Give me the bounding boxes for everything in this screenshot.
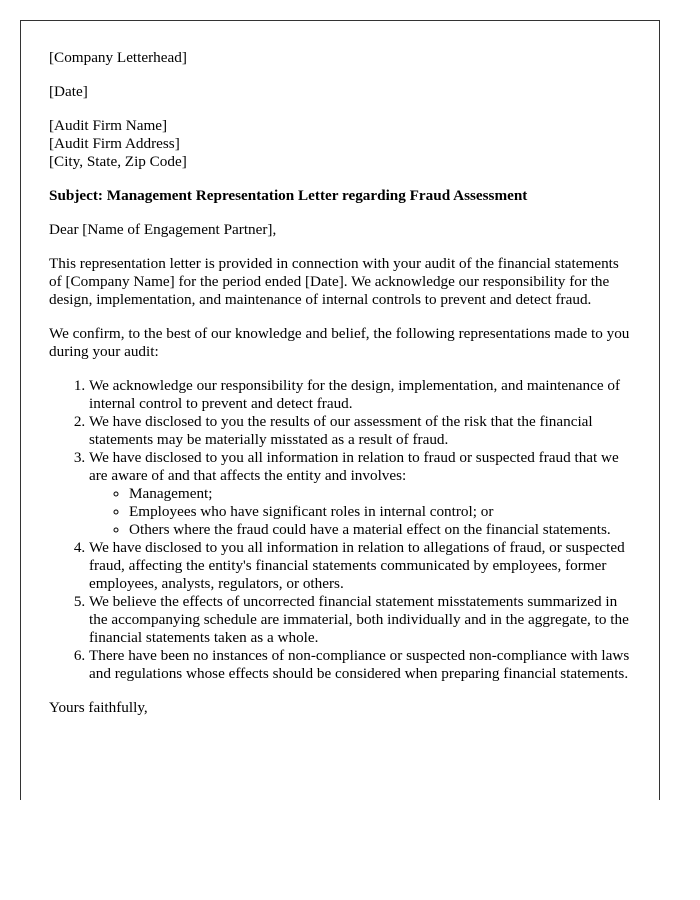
representation-item xyxy=(89,449,631,539)
representation-item xyxy=(89,377,631,413)
city-state-zip: [City, State, Zip Code] xyxy=(49,153,187,170)
fraud-party-item: ◦ Employees who have significant roles in internal control; or xyxy=(129,503,631,521)
closing: Yours faithfully, xyxy=(49,699,148,716)
representation-item xyxy=(89,647,631,683)
letter-date: [Date] xyxy=(49,83,88,100)
confirm-paragraph: We confirm, to the best of our knowledge and belief, the following representations made to you during your audit: xyxy=(49,325,630,360)
recipient-address xyxy=(49,117,631,171)
letter-page xyxy=(20,20,660,800)
fraud-party-item: ◦ Management; xyxy=(129,485,631,503)
representations-list xyxy=(49,377,631,683)
intro-paragraph: This representation letter is provided in connection with your audit of the financial statements of [Company Name] for the period ended [Date]. We acknowledge our responsibility for the design, implementation, and maintenance of internal controls to prevent and detect fraud. xyxy=(49,255,619,308)
salutation: Dear [Name of Engagement Partner], xyxy=(49,221,277,238)
representation-text: There have been no instances of non-compliance or suspected non-compliance with laws and regulations whose effects should be considered when preparing financial statements. xyxy=(89,647,630,682)
representation-item xyxy=(89,539,631,593)
representation-text: We have disclosed to you all information in relation to allegations of fraud, or suspected fraud, affecting the entity's financial statements communicated by employees, former employees, analysts, regulators, or others. xyxy=(89,539,625,592)
letter-subject: Subject: Management Representation Letter regarding Fraud Assessment xyxy=(49,187,528,204)
representation-text: We have disclosed to you the results of our assessment of the risk that the financial statements may be materially misstated as a result of fraud. xyxy=(89,413,593,448)
audit-firm-address: [Audit Firm Address] xyxy=(49,135,180,152)
representation-item xyxy=(89,593,631,647)
representation-item xyxy=(89,413,631,449)
fraud-party-item: ◦ Others where the fraud could have a material effect on the financial statements. xyxy=(129,521,631,539)
representation-text: We have disclosed to you all information in relation to fraud or suspected fraud that we are aware of and that affects the entity and involves: xyxy=(89,449,619,484)
representation-text: We acknowledge our responsibility for the design, implementation, and maintenance of internal control to prevent and detect fraud. xyxy=(89,377,621,412)
company-letterhead: [Company Letterhead] xyxy=(49,49,187,66)
representation-text: We believe the effects of uncorrected financial statement misstatements summarized in the accompanying schedule are immaterial, both individually and in the aggregate, to the financial statements taken as a whole. xyxy=(89,593,629,646)
fraud-parties-list xyxy=(89,485,631,539)
audit-firm-name: [Audit Firm Name] xyxy=(49,117,168,134)
